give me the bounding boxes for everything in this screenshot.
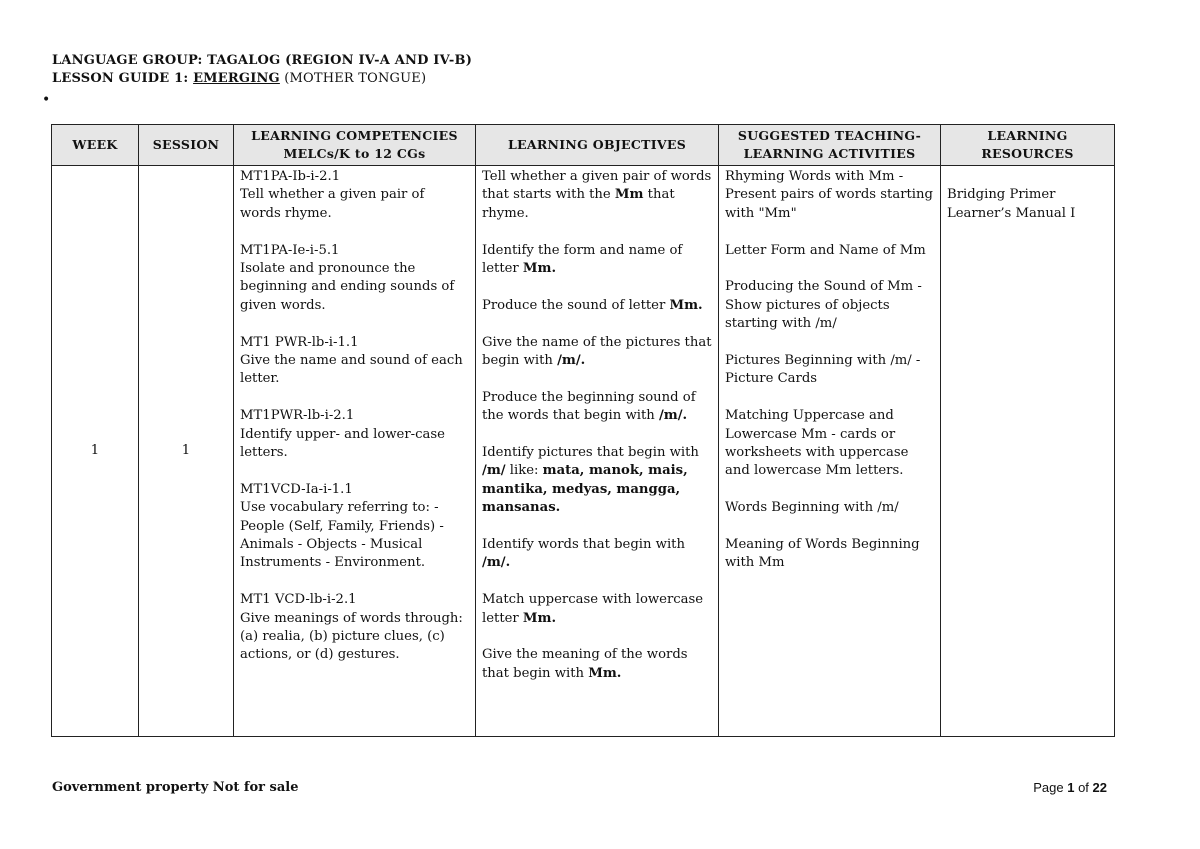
resources-cell <box>941 166 1115 737</box>
bullet-marker: • <box>42 92 51 108</box>
table-header-row <box>52 125 1115 166</box>
activity-item: Producing the Sound of Mm - Show pictures of objects starting with /m/ <box>725 279 922 332</box>
competency-item: MT1 VCD-lb-i-2.1 Give meanings of words through: (a) realia, (b) picture clues, (c) actions, or (d) gestures. <box>240 592 463 663</box>
col-header-resources: LEARNING RESOURCES <box>941 125 1115 166</box>
objective-item: Match uppercase with lowercase letter Mm. <box>482 592 704 626</box>
lesson-guide-heading <box>52 71 426 86</box>
activities-cell <box>719 166 941 737</box>
col-header-competencies: LEARNING COMPETENCIES MELCs/K to 12 CGs <box>234 125 476 166</box>
col-header-objectives: LEARNING OBJECTIVES <box>476 125 719 166</box>
week-cell: 1 <box>52 166 139 737</box>
activity-item: Letter Form and Name of Mm <box>725 242 926 258</box>
competency-item: MT1PA-Ie-i-5.1 Isolate and pronounce the beginning and ending sounds of given words. <box>240 242 455 313</box>
activity-item: Pictures Beginning with /m/ - Picture Cards <box>725 353 921 387</box>
objective-item: Tell whether a given pair of words that starts with the Mm that rhyme. <box>482 169 712 221</box>
objective-item: Produce the beginning sound of the words that begin with /m/. <box>482 389 696 424</box>
lesson-guide-table <box>51 124 1115 737</box>
lesson-subject: (MOTHER TONGUE) <box>279 71 427 86</box>
activity-item: Matching Uppercase and Lowercase Mm - cards or worksheets with uppercase and lowercase Mm letters. <box>725 408 909 479</box>
session-cell: 1 <box>139 166 234 737</box>
objectives-cell <box>476 166 719 737</box>
competency-item: MT1 PWR-lb-i-1.1 Give the name and sound of each letter. <box>240 334 463 387</box>
lesson-guide-prefix: LESSON GUIDE 1: <box>52 71 194 86</box>
col-header-week: WEEK <box>52 125 139 166</box>
lesson-level: EMERGING <box>193 71 280 86</box>
objective-item: Give the meaning of the words that begin with Mm. <box>482 647 688 681</box>
table-row <box>52 166 1115 737</box>
col-header-activities: SUGGESTED TEACHING-LEARNING ACTIVITIES <box>719 125 941 166</box>
page-number: Page 1 of 22 <box>1033 780 1107 795</box>
resource-item: Bridging Primer Learner’s Manual I <box>947 187 1076 221</box>
objective-item: Identify pictures that begin with /m/ like: mata, manok, mais, mantika, medyas, mangga, mansanas. <box>482 445 699 516</box>
activity-item: Meaning of Words Beginning with Mm <box>725 537 920 571</box>
footer-notice: Government property Not for sale <box>52 780 299 795</box>
competency-item: MT1PWR-lb-i-2.1 Identify upper- and lower-case letters. <box>240 408 445 461</box>
competency-item: MT1VCD-Ia-i-1.1 Use vocabulary referring to: - People (Self, Family, Friends) - Animals - Objects - Musical Instruments - Environment. <box>240 481 444 571</box>
competencies-cell <box>234 166 476 737</box>
activity-item: Words Beginning with /m/ <box>725 500 899 516</box>
activity-item: Rhyming Words with Mm - Present pairs of words starting with "Mm" <box>725 169 933 221</box>
objective-item: Produce the sound of letter Mm. <box>482 297 703 313</box>
language-group-heading: LANGUAGE GROUP: TAGALOG (REGION IV-A AND IV-B) <box>52 53 473 68</box>
objective-item: Identify words that begin with /m/. <box>482 537 685 571</box>
objective-item: Identify the form and name of letter Mm. <box>482 242 683 277</box>
competency-item: MT1PA-Ib-i-2.1 Tell whether a given pair of words rhyme. <box>240 169 425 221</box>
col-header-session: SESSION <box>139 125 234 166</box>
objective-item: Give the name of the pictures that begin with /m/. <box>482 334 712 369</box>
